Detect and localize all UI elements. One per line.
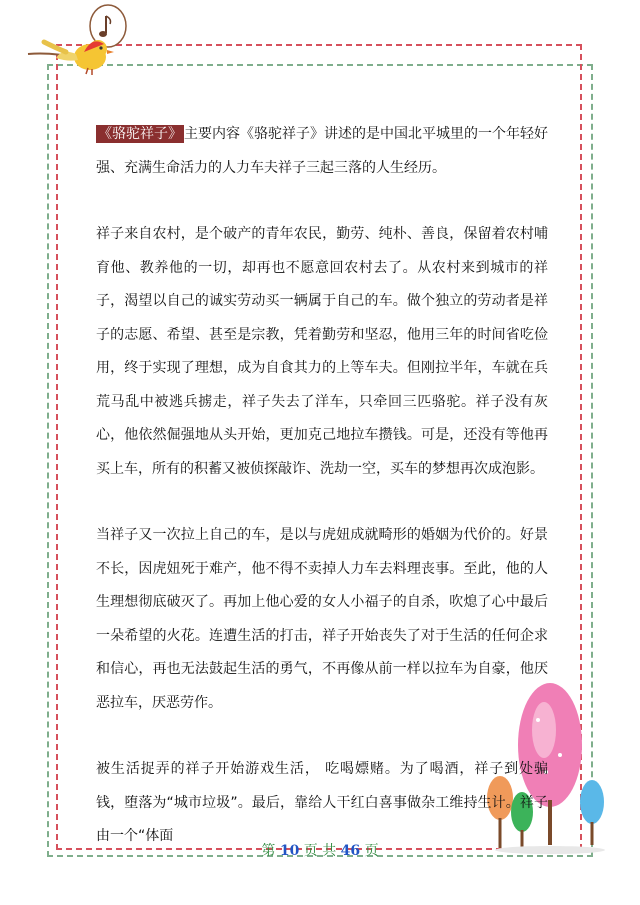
page-footer xyxy=(0,840,640,860)
footer-suffix: 页 xyxy=(364,843,379,859)
intro-text: 主要内容《骆驼祥子》讲述的是中国北平城里的一个年轻好强、充满生命活力的人力车夫祥子三起三落的人生经历。 xyxy=(96,126,548,176)
bird-icon xyxy=(22,2,132,82)
paragraph-1: 祥子来自农村，是个破产的青年农民，勤劳、纯朴、善良，保留着农村哺育他、教养他的一切，却再也不愿意回农村去了。从农村来到城市的祥子，渴望以自己的诚实劳动买一辆属于自己的车。做个独立的劳动者是祥子的志愿、希望、甚至是宗教，凭着勤劳和坚忍，他用三年的时间省吃俭用，终于实现了理想，成为自食其力的上等车夫。但刚拉半年，车就在兵荒马乱中被逃兵掳走，祥子失去了洋车，只牵回三匹骆驼。祥子没有灰心，他依然倔强地从头开始，更加克己地拉车攒钱。可是，还没有等他再买上车，所有的积蓄又被侦探敲诈、洗劫一空，买车的梦想再次成泡影。 xyxy=(96,226,548,477)
paragraph-2: 当祥子又一次拉上自己的车，是以与虎妞成就畸形的婚姻为代价的。好景不长，因虎妞死于难产，他不得不卖掉人力车去料理丧事。至此，他的人生理想彻底破灭了。再加上他心爱的女人小福子的自杀，吹熄了心中最后一朵希望的火花。连遭生活的打击，祥子开始丧失了对于生活的任何企求和信心，再也无法鼓起生活的勇气，不再像从前一样以拉车为自豪，他厌恶拉车，厌恶劳作。 xyxy=(96,527,548,711)
footer-middle: 页 共 xyxy=(303,843,337,859)
current-page-number: 10 xyxy=(279,843,300,859)
book-title-badge: 《骆驼祥子》 xyxy=(98,126,182,142)
intro-paragraph xyxy=(96,118,548,185)
paragraph-3: 被生活捉弄的祥子开始游戏生活， 吃喝嫖赌。为了喝酒，祥子到处骗钱，堕落为“城市垃圾”。最后，靠给人干红白喜事做杂工维持生计。祥子由一个“体面 xyxy=(96,761,548,844)
document-body xyxy=(96,118,548,854)
total-page-count: 46 xyxy=(340,843,361,859)
footer-prefix: 第 xyxy=(261,843,276,859)
